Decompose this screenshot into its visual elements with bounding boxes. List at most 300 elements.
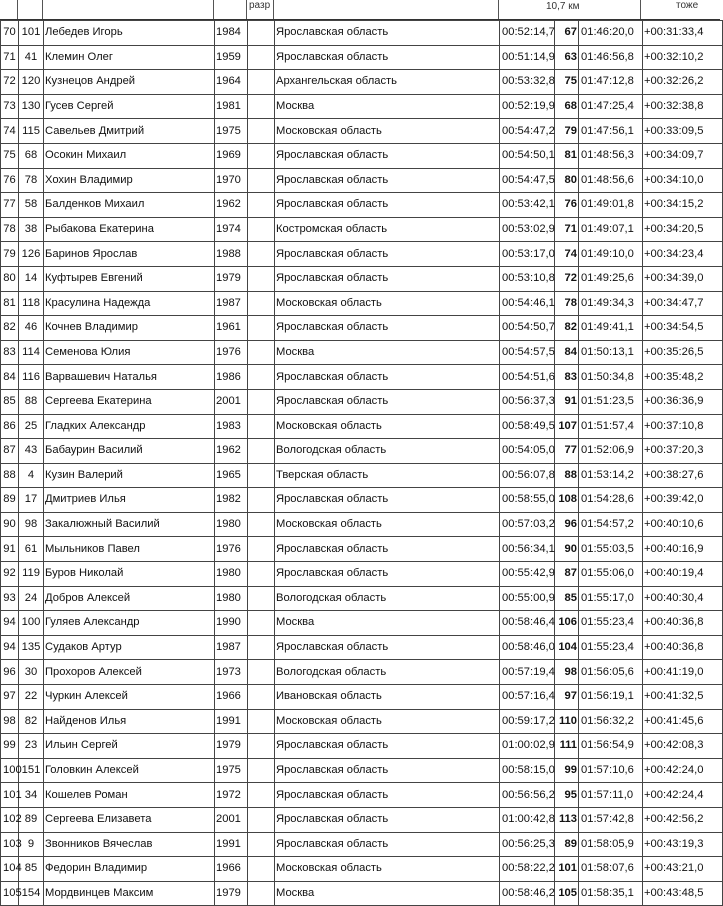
athlete-name-cell: Гладких Александр [44,414,215,439]
split-place-cell: 98 [555,660,579,685]
time-gap-cell: +00:37:10,8 [643,414,723,439]
bib-cell: 120 [19,70,44,95]
birth-year-cell: 1979 [215,734,248,759]
finish-time-cell: 01:56:05,6 [579,660,643,685]
table-row [1,45,723,70]
rank-cell [248,881,275,906]
bib-cell: 17 [19,488,44,513]
birth-year-cell: 1975 [215,758,248,783]
birth-year-cell: 2001 [215,389,248,414]
split-time-cell: 00:58:22,2 [500,857,555,882]
athlete-name-cell: Клемин Олег [44,45,215,70]
finish-time-cell: 01:54:57,2 [579,512,643,537]
finish-time-cell: 01:56:19,1 [579,685,643,710]
bib-cell: 116 [19,365,44,390]
bib-cell: 43 [19,439,44,464]
bib-cell: 154 [19,881,44,906]
bib-cell: 9 [19,832,44,857]
table-row [1,316,723,341]
region-cell: Ярославская область [275,45,500,70]
athlete-name-cell: Гусев Сергей [44,94,215,119]
header-divider [213,0,214,19]
bib-cell: 114 [19,340,44,365]
time-gap-cell: +00:42:24,0 [643,758,723,783]
place-cell: 103 [1,832,19,857]
rank-cell [248,660,275,685]
birth-year-cell: 1966 [215,857,248,882]
birth-year-cell: 1976 [215,537,248,562]
header-divider [273,0,274,19]
place-cell: 79 [1,242,19,267]
split-place-cell: 88 [555,463,579,488]
region-cell: Тверская область [275,463,500,488]
finish-time-cell: 01:48:56,3 [579,143,643,168]
split-place-cell: 96 [555,512,579,537]
athlete-name-cell: Судаков Артур [44,635,215,660]
athlete-name-cell: Кочнев Владимир [44,316,215,341]
bib-cell: 101 [19,21,44,46]
split-time-cell: 00:53:10,8 [500,266,555,291]
table-row [1,291,723,316]
finish-time-cell: 01:58:05,9 [579,832,643,857]
time-gap-cell: +00:41:19,0 [643,660,723,685]
athlete-name-cell: Звонников Вячеслав [44,832,215,857]
bib-cell: 24 [19,586,44,611]
time-gap-cell: +00:34:09,7 [643,143,723,168]
split-place-cell: 67 [555,21,579,46]
split-place-cell: 108 [555,488,579,513]
header-divider [498,0,499,19]
finish-time-cell: 01:51:23,5 [579,389,643,414]
rank-cell [248,94,275,119]
place-cell: 74 [1,119,19,144]
finish-time-cell: 01:49:07,1 [579,217,643,242]
birth-year-cell: 1980 [215,562,248,587]
finish-time-cell: 01:57:11,0 [579,783,643,808]
time-gap-cell: +00:40:30,4 [643,586,723,611]
rank-cell [248,463,275,488]
athlete-name-cell: Закалюжный Василий [44,512,215,537]
table-row [1,562,723,587]
rank-cell [248,291,275,316]
athlete-name-cell: Прохоров Алексей [44,660,215,685]
birth-year-cell: 1982 [215,488,248,513]
finish-time-cell: 01:48:56,6 [579,168,643,193]
bib-cell: 46 [19,316,44,341]
athlete-name-cell: Хохин Владимир [44,168,215,193]
time-gap-cell: +00:34:15,2 [643,193,723,218]
split-place-cell: 78 [555,291,579,316]
time-gap-cell: +00:31:33,4 [643,21,723,46]
bib-cell: 98 [19,512,44,537]
athlete-name-cell: Гуляев Александр [44,611,215,636]
rank-cell [248,857,275,882]
split-place-cell: 77 [555,439,579,464]
region-cell: Ярославская область [275,562,500,587]
place-cell: 85 [1,389,19,414]
header-divider [246,0,247,19]
split-time-cell: 00:56:07,8 [500,463,555,488]
birth-year-cell: 1986 [215,365,248,390]
split-place-cell: 71 [555,217,579,242]
rank-cell [248,808,275,833]
rank-cell [248,389,275,414]
place-cell: 78 [1,217,19,242]
split-time-cell: 01:00:02,9 [500,734,555,759]
bib-cell: 34 [19,783,44,808]
region-cell: Москва [275,881,500,906]
table-row [1,70,723,95]
finish-time-cell: 01:58:07,6 [579,857,643,882]
finish-time-cell: 01:47:56,1 [579,119,643,144]
time-gap-cell: +00:37:20,3 [643,439,723,464]
region-cell: Ярославская область [275,808,500,833]
table-row [1,734,723,759]
split-time-cell: 00:52:14,7 [500,21,555,46]
bib-cell: 23 [19,734,44,759]
time-gap-cell: +00:32:38,8 [643,94,723,119]
athlete-name-cell: Балденков Михаил [44,193,215,218]
table-row [1,340,723,365]
birth-year-cell: 1980 [215,512,248,537]
birth-year-cell: 1959 [215,45,248,70]
rank-cell [248,734,275,759]
split-time-cell: 00:54:05,0 [500,439,555,464]
split-place-cell: 89 [555,832,579,857]
finish-time-cell: 01:49:25,6 [579,266,643,291]
table-row [1,193,723,218]
rank-cell [248,685,275,710]
table-row [1,857,723,882]
place-cell: 70 [1,21,19,46]
place-cell: 90 [1,512,19,537]
finish-time-cell: 01:47:25,4 [579,94,643,119]
bib-cell: 89 [19,808,44,833]
finish-time-cell: 01:57:42,8 [579,808,643,833]
region-cell: Ярославская область [275,266,500,291]
birth-year-cell: 1964 [215,70,248,95]
athlete-name-cell: Куфтырев Евгений [44,266,215,291]
rank-cell [248,832,275,857]
split-time-cell: 00:54:57,5 [500,340,555,365]
rank-cell [248,512,275,537]
time-gap-cell: +00:32:26,2 [643,70,723,95]
finish-time-cell: 01:51:57,4 [579,414,643,439]
athlete-name-cell: Кошелев Роман [44,783,215,808]
split-time-cell: 00:51:14,9 [500,45,555,70]
finish-time-cell: 01:47:12,8 [579,70,643,95]
table-row [1,217,723,242]
place-cell: 84 [1,365,19,390]
split-place-cell: 113 [555,808,579,833]
region-cell: Ярославская область [275,193,500,218]
rank-cell [248,266,275,291]
bib-cell: 118 [19,291,44,316]
athlete-name-cell: Сергеева Екатерина [44,389,215,414]
finish-time-cell: 01:54:28,6 [579,488,643,513]
birth-year-cell: 2001 [215,808,248,833]
split-place-cell: 72 [555,266,579,291]
split-time-cell: 00:58:46,4 [500,611,555,636]
table-row [1,808,723,833]
bib-cell: 115 [19,119,44,144]
time-gap-cell: +00:34:23,4 [643,242,723,267]
athlete-name-cell: Кузнецов Андрей [44,70,215,95]
place-cell: 93 [1,586,19,611]
split-time-cell: 00:58:46,2 [500,881,555,906]
split-time-cell: 00:54:46,1 [500,291,555,316]
bib-cell: 130 [19,94,44,119]
birth-year-cell: 1988 [215,242,248,267]
time-gap-cell: +00:41:32,5 [643,685,723,710]
place-cell: 72 [1,70,19,95]
table-row [1,389,723,414]
birth-year-cell: 1961 [215,316,248,341]
time-header-fragment: тоже [676,0,699,11]
split-time-cell: 00:56:25,3 [500,832,555,857]
place-cell: 99 [1,734,19,759]
athlete-name-cell: Найденов Илья [44,709,215,734]
split-time-cell: 00:54:50,7 [500,316,555,341]
birth-year-cell: 1991 [215,709,248,734]
bib-cell: 25 [19,414,44,439]
table-row [1,439,723,464]
athlete-name-cell: Дмитриев Илья [44,488,215,513]
split-place-cell: 83 [555,365,579,390]
region-cell: Ярославская область [275,242,500,267]
split-place-cell: 107 [555,414,579,439]
athlete-name-cell: Варвашевич Наталья [44,365,215,390]
athlete-name-cell: Семенова Юлия [44,340,215,365]
region-cell: Костромская область [275,217,500,242]
time-gap-cell: +00:34:10,0 [643,168,723,193]
table-row [1,758,723,783]
table-row [1,537,723,562]
region-cell: Ярославская область [275,488,500,513]
rank-cell [248,488,275,513]
athlete-name-cell: Осокин Михаил [44,143,215,168]
split-place-cell: 101 [555,857,579,882]
birth-year-cell: 1979 [215,266,248,291]
table-row [1,685,723,710]
results-body [1,21,723,906]
athlete-name-cell: Мордвинцев Максим [44,881,215,906]
time-gap-cell: +00:39:42,0 [643,488,723,513]
rank-cell [248,168,275,193]
athlete-name-cell: Буров Николай [44,562,215,587]
split-place-cell: 84 [555,340,579,365]
place-cell: 94 [1,635,19,660]
bib-cell: 100 [19,611,44,636]
split-place-cell: 75 [555,70,579,95]
time-gap-cell: +00:40:10,6 [643,512,723,537]
split-place-cell: 87 [555,562,579,587]
bib-cell: 30 [19,660,44,685]
finish-time-cell: 01:58:35,1 [579,881,643,906]
table-row [1,709,723,734]
table-row [1,266,723,291]
table-row [1,242,723,267]
athlete-name-cell: Лебедев Игорь [44,21,215,46]
finish-time-cell: 01:55:23,4 [579,635,643,660]
birth-year-cell: 1962 [215,439,248,464]
place-cell: 82 [1,316,19,341]
birth-year-cell: 1983 [215,414,248,439]
split-place-cell: 105 [555,881,579,906]
rank-cell [248,611,275,636]
region-cell: Ярославская область [275,316,500,341]
split-place-cell: 90 [555,537,579,562]
athlete-name-cell: Сергеева Елизавета [44,808,215,833]
split-time-cell: 00:57:19,4 [500,660,555,685]
table-row [1,463,723,488]
header-divider [640,0,641,19]
region-cell: Москва [275,340,500,365]
bib-cell: 126 [19,242,44,267]
bib-cell: 119 [19,562,44,587]
bib-cell: 61 [19,537,44,562]
time-gap-cell: +00:34:47,7 [643,291,723,316]
bib-cell: 58 [19,193,44,218]
rank-cell [248,365,275,390]
split-place-cell: 68 [555,94,579,119]
athlete-name-cell: Красулина Надежда [44,291,215,316]
time-gap-cell: +00:35:26,5 [643,340,723,365]
table-row [1,94,723,119]
athlete-name-cell: Савельев Дмитрий [44,119,215,144]
rank-cell [248,143,275,168]
rank-cell [248,70,275,95]
rank-cell [248,340,275,365]
athlete-name-cell: Головкин Алексей [44,758,215,783]
bib-cell: 38 [19,217,44,242]
place-cell: 94 [1,611,19,636]
place-cell: 97 [1,685,19,710]
place-cell: 80 [1,266,19,291]
split-time-cell: 01:00:42,8 [500,808,555,833]
athlete-name-cell: Кузин Валерий [44,463,215,488]
bib-cell: 41 [19,45,44,70]
rank-cell [248,709,275,734]
bib-cell: 82 [19,709,44,734]
table-row [1,414,723,439]
split-time-cell: 00:53:42,1 [500,193,555,218]
region-cell: Ярославская область [275,389,500,414]
table-row [1,832,723,857]
table-row [1,611,723,636]
birth-year-cell: 1981 [215,94,248,119]
time-gap-cell: +00:32:10,2 [643,45,723,70]
region-cell: Москва [275,611,500,636]
split-time-cell: 00:58:49,5 [500,414,555,439]
header-divider [17,0,18,19]
split-time-cell: 00:55:42,9 [500,562,555,587]
time-gap-cell: +00:36:36,9 [643,389,723,414]
place-cell: 75 [1,143,19,168]
finish-time-cell: 01:50:13,1 [579,340,643,365]
place-cell: 77 [1,193,19,218]
split-place-cell: 63 [555,45,579,70]
split-place-cell: 95 [555,783,579,808]
time-gap-cell: +00:34:39,0 [643,266,723,291]
time-gap-cell: +00:38:27,6 [643,463,723,488]
place-cell: 92 [1,562,19,587]
table-row [1,143,723,168]
table-row [1,635,723,660]
split-time-cell: 00:54:47,5 [500,168,555,193]
time-gap-cell: +00:40:16,9 [643,537,723,562]
finish-time-cell: 01:49:34,3 [579,291,643,316]
time-gap-cell: +00:34:54,5 [643,316,723,341]
region-cell: Ярославская область [275,537,500,562]
finish-time-cell: 01:50:34,8 [579,365,643,390]
split-time-cell: 00:54:50,1 [500,143,555,168]
time-gap-cell: +00:40:36,8 [643,611,723,636]
bib-cell: 4 [19,463,44,488]
time-gap-cell: +00:43:48,5 [643,881,723,906]
place-cell: 81 [1,291,19,316]
place-cell: 88 [1,463,19,488]
birth-year-cell: 1991 [215,832,248,857]
place-cell: 83 [1,340,19,365]
birth-year-cell: 1984 [215,21,248,46]
region-cell: Архангельская область [275,70,500,95]
split-time-cell: 00:53:32,8 [500,70,555,95]
time-gap-cell: +00:41:45,6 [643,709,723,734]
finish-time-cell: 01:55:23,4 [579,611,643,636]
bib-cell: 68 [19,143,44,168]
birth-year-cell: 1987 [215,635,248,660]
athlete-name-cell: Мыльников Павел [44,537,215,562]
rank-cell [248,242,275,267]
table-row [1,21,723,46]
rank-cell [248,316,275,341]
finish-time-cell: 01:49:10,0 [579,242,643,267]
region-cell: Вологодская область [275,660,500,685]
split-place-cell: 91 [555,389,579,414]
time-gap-cell: +00:40:19,4 [643,562,723,587]
rank-cell [248,439,275,464]
split-time-cell: 00:58:46,0 [500,635,555,660]
split-place-cell: 104 [555,635,579,660]
finish-time-cell: 01:49:41,1 [579,316,643,341]
region-cell: Московская область [275,414,500,439]
region-cell: Ярославская область [275,832,500,857]
athlete-name-cell: Добров Алексей [44,586,215,611]
birth-year-cell: 1979 [215,881,248,906]
region-cell: Ярославская область [275,143,500,168]
rank-cell [248,562,275,587]
birth-year-cell: 1987 [215,291,248,316]
split-time-cell: 00:56:34,1 [500,537,555,562]
region-cell: Московская область [275,291,500,316]
finish-time-cell: 01:49:01,8 [579,193,643,218]
finish-time-cell: 01:46:56,8 [579,45,643,70]
split-time-cell: 00:57:16,4 [500,685,555,710]
region-cell: Ярославская область [275,168,500,193]
birth-year-cell: 1975 [215,119,248,144]
rank-cell [248,586,275,611]
athlete-name-cell: Чуркин Алексей [44,685,215,710]
place-cell: 101 [1,783,19,808]
region-cell: Московская область [275,119,500,144]
place-cell: 105 [1,881,19,906]
table-row [1,488,723,513]
split-place-cell: 80 [555,168,579,193]
split-time-cell: 00:52:19,9 [500,94,555,119]
rank-cell [248,414,275,439]
finish-time-cell: 01:55:06,0 [579,562,643,587]
